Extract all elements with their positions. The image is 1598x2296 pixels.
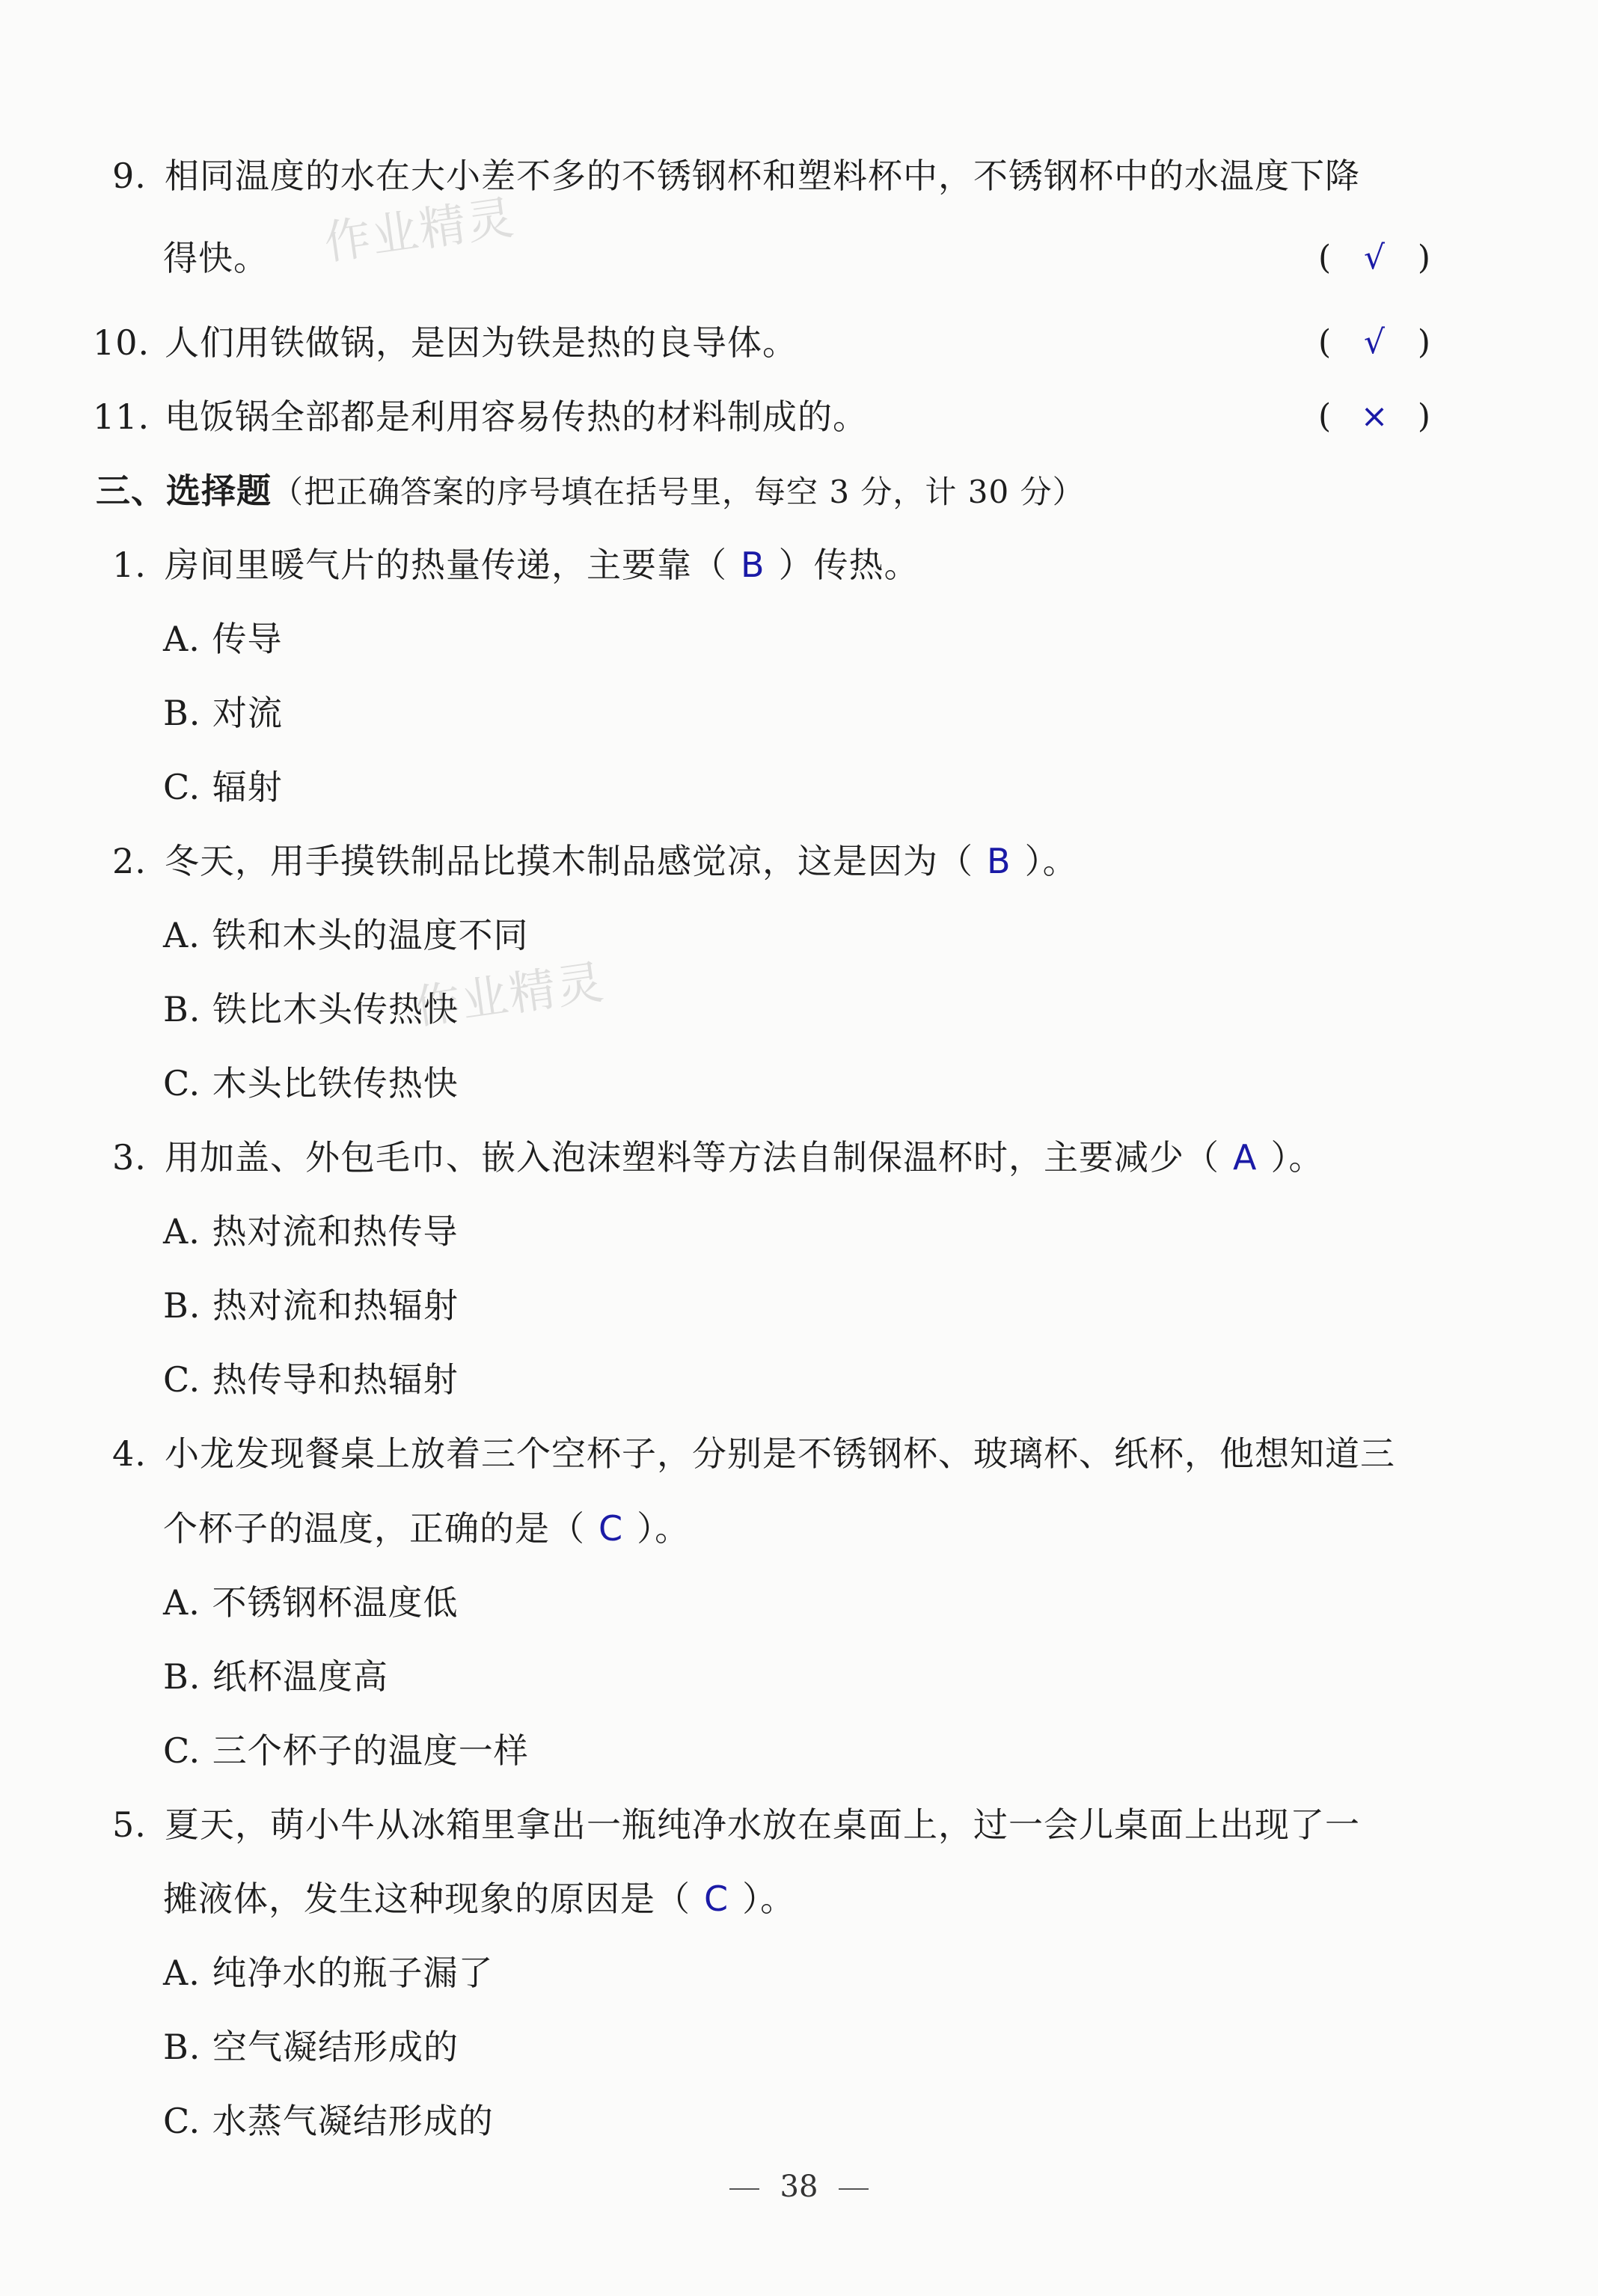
choice-question-2 xyxy=(112,839,1078,884)
question-number: 5. xyxy=(112,1804,147,1845)
divider xyxy=(729,2188,759,2190)
question-number: 9. xyxy=(112,156,147,196)
question-text-pre: 摊液体，发生这种现象的原因是（ xyxy=(163,1879,691,1919)
choice-question-5-line1 xyxy=(112,1802,1360,1847)
question-text-post: ）。 xyxy=(742,1879,796,1919)
choice-question-4-line2 xyxy=(163,1506,690,1551)
question-text-post: ）。 xyxy=(1270,1137,1324,1178)
question-10 xyxy=(93,320,798,365)
choice-question-4-line1 xyxy=(112,1431,1395,1476)
question-9-line1 xyxy=(112,153,1360,198)
question-number: 2. xyxy=(112,841,147,881)
option-c: C. 热传导和热辐射 xyxy=(163,1359,459,1400)
question-text-pre: 用加盖、外包毛巾、嵌入泡沫塑料等方法自制保温杯时，主要减少（ xyxy=(165,1137,1219,1178)
question-text: 人们用铁做锅，是因为铁是热的良导体。 xyxy=(165,322,798,363)
question-text: 夏天，萌小牛从冰箱里拿出一瓶纯净水放在桌面上，过一会儿桌面上出现了一 xyxy=(165,1804,1360,1845)
question-text-pre: 个杯子的温度，正确的是（ xyxy=(163,1508,585,1549)
option-b: B. 铁比木头传热快 xyxy=(163,989,459,1029)
question-number: 4. xyxy=(112,1433,147,1474)
question-number: 1. xyxy=(112,545,147,585)
answer-paren-9: ( √ ) xyxy=(1318,236,1430,281)
option-b: B. 热对流和热辐射 xyxy=(163,1285,459,1326)
option-a: A. 铁和木头的温度不同 xyxy=(163,915,529,955)
answer-paren-10: ( √ ) xyxy=(1318,320,1430,365)
section-note: （把正确答案的序号填在括号里，每空 3 分，计 30 分） xyxy=(272,474,1085,510)
question-text-pre: 房间里暖气片的热量传递，主要靠（ xyxy=(165,545,727,585)
choice-question-3 xyxy=(112,1135,1323,1180)
answer-letter: B xyxy=(987,841,1011,881)
option-a: A. 热对流和热传导 xyxy=(163,1211,459,1252)
choice-question-1 xyxy=(112,542,919,587)
option-b: B. 空气凝结形成的 xyxy=(163,2027,459,2067)
option-a: A. 不锈钢杯温度低 xyxy=(163,1582,459,1623)
option-b: B. 纸杯温度高 xyxy=(163,1656,389,1697)
option-c: C. 辐射 xyxy=(163,767,283,807)
question-text-post: ）。 xyxy=(637,1508,691,1549)
question-text: 相同温度的水在大小差不多的不锈钢杯和塑料杯中，不锈钢杯中的水温度下降 xyxy=(165,156,1360,196)
section-title: 三、选择题 xyxy=(96,471,272,511)
watermark: 作业精灵 xyxy=(410,954,608,1035)
option-b: B. 对流 xyxy=(163,693,284,733)
answer-letter: A xyxy=(1233,1137,1258,1178)
answer-mark: √ xyxy=(1363,323,1386,361)
option-c: C. 木头比铁传热快 xyxy=(163,1063,459,1103)
page-number-text: 38 xyxy=(780,2170,818,2204)
question-9-line2: 得快。 xyxy=(163,238,269,278)
section-heading xyxy=(96,468,1085,515)
divider xyxy=(839,2188,869,2190)
option-c: C. 水蒸气凝结形成的 xyxy=(163,2101,494,2141)
choice-question-5-line2 xyxy=(163,1876,795,1921)
question-text-post: ）传热。 xyxy=(778,545,919,585)
answer-letter: B xyxy=(741,545,765,585)
answer-letter: C xyxy=(599,1508,624,1549)
answer-paren-11: ( × ) xyxy=(1318,394,1430,439)
question-text: 小龙发现餐桌上放着三个空杯子，分别是不锈钢杯、玻璃杯、纸杯，他想知道三 xyxy=(165,1433,1395,1474)
answer-letter: C xyxy=(704,1879,729,1919)
answer-mark: × xyxy=(1360,397,1389,435)
question-number: 10. xyxy=(93,322,150,363)
question-text-post: ）。 xyxy=(1024,841,1078,881)
option-c: C. 三个杯子的温度一样 xyxy=(163,1730,529,1771)
question-11 xyxy=(93,394,868,439)
option-a: A. 传导 xyxy=(163,619,283,659)
page-number xyxy=(0,2170,1598,2204)
answer-mark: √ xyxy=(1363,239,1386,277)
question-number: 3. xyxy=(112,1137,147,1178)
question-text-pre: 冬天，用手摸铁制品比摸木制品感觉凉，这是因为（ xyxy=(165,841,973,881)
question-text: 电饭锅全部都是利用容易传热的材料制成的。 xyxy=(165,397,868,437)
watermark: 作业精灵 xyxy=(320,189,518,271)
question-number: 11. xyxy=(93,397,150,437)
option-a: A. 纯净水的瓶子漏了 xyxy=(163,1953,494,1993)
